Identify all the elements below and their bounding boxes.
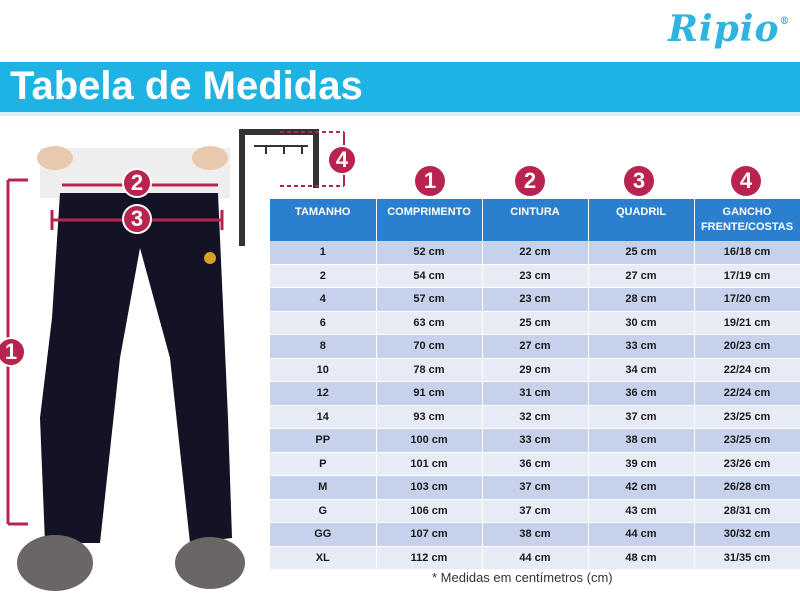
brand-name: Ripio [668,8,780,50]
size-table [270,199,800,570]
table-cell-tamanho: 10 [270,358,376,382]
quadril-column-badge: 3 [624,166,654,196]
table-cell-gancho: 17/19 cm [694,264,800,288]
table-cell-gancho: 20/23 cm [694,335,800,359]
table-cell-gancho: 16/18 cm [694,241,800,264]
footnote: * Medidas em centímetros (cm) [432,570,613,585]
table-cell-quadril: 30 cm [588,311,694,335]
waist-marker-badge: 2 [122,168,152,198]
table-cell-comprimento: 103 cm [376,476,482,500]
brand-registered-mark: ® [779,16,791,27]
table-cell-gancho: 31/35 cm [694,546,800,570]
table-cell-comprimento: 93 cm [376,405,482,429]
page-title: Tabela de Medidas [10,64,363,108]
table-row [270,382,800,406]
column-header-gancho: GANCHO FRENTE/COSTAS [694,199,800,241]
table-cell-gancho: 28/31 cm [694,499,800,523]
table-cell-quadril: 36 cm [588,382,694,406]
table-cell-cintura: 31 cm [482,382,588,406]
table-row [270,429,800,453]
table-cell-cintura: 22 cm [482,241,588,264]
table-cell-quadril: 38 cm [588,429,694,453]
table-row [270,452,800,476]
table-cell-comprimento: 54 cm [376,264,482,288]
table-cell-cintura: 38 cm [482,523,588,547]
table-cell-quadril: 43 cm [588,499,694,523]
hip-marker-badge: 3 [122,204,152,234]
table-cell-tamanho: 12 [270,382,376,406]
table-row [270,264,800,288]
comprimento-column-badge: 1 [415,166,445,196]
brand-logo [668,8,790,50]
column-header-cintura: CINTURA [482,199,588,241]
table-cell-tamanho: G [270,499,376,523]
table-cell-gancho: 23/25 cm [694,429,800,453]
table-cell-tamanho: P [270,452,376,476]
table-cell-tamanho: 6 [270,311,376,335]
table-cell-tamanho: 8 [270,335,376,359]
measurements-table [270,199,800,570]
table-header-row [270,199,800,241]
table-cell-quadril: 37 cm [588,405,694,429]
table-cell-cintura: 23 cm [482,288,588,312]
table-cell-tamanho: 2 [270,264,376,288]
cintura-column-badge: 2 [515,166,545,196]
table-cell-gancho: 22/24 cm [694,382,800,406]
gancho-marker-badge: 4 [327,145,357,175]
table-cell-comprimento: 101 cm [376,452,482,476]
column-header-quadril: QUADRIL [588,199,694,241]
table-cell-quadril: 42 cm [588,476,694,500]
table-cell-comprimento: 63 cm [376,311,482,335]
table-cell-cintura: 37 cm [482,476,588,500]
table-row [270,476,800,500]
table-row [270,335,800,359]
table-cell-cintura: 25 cm [482,311,588,335]
table-body [270,241,800,570]
table-cell-cintura: 37 cm [482,499,588,523]
table-row [270,241,800,264]
table-cell-quadril: 44 cm [588,523,694,547]
table-cell-gancho: 23/25 cm [694,405,800,429]
title-banner [0,62,800,116]
table-cell-quadril: 27 cm [588,264,694,288]
table-cell-tamanho: 1 [270,241,376,264]
table-cell-comprimento: 52 cm [376,241,482,264]
table-cell-comprimento: 106 cm [376,499,482,523]
table-cell-comprimento: 78 cm [376,358,482,382]
table-cell-gancho: 30/32 cm [694,523,800,547]
table-cell-cintura: 36 cm [482,452,588,476]
length-marker-badge: 1 [0,337,26,367]
table-cell-quadril: 48 cm [588,546,694,570]
table-cell-tamanho: 4 [270,288,376,312]
table-cell-cintura: 23 cm [482,264,588,288]
table-row [270,523,800,547]
table-row [270,499,800,523]
table-row [270,288,800,312]
table-cell-comprimento: 112 cm [376,546,482,570]
table-cell-gancho: 19/21 cm [694,311,800,335]
table-cell-gancho: 17/20 cm [694,288,800,312]
table-cell-quadril: 33 cm [588,335,694,359]
table-row [270,405,800,429]
gancho-column-badge: 4 [731,166,761,196]
table-cell-comprimento: 57 cm [376,288,482,312]
table-cell-cintura: 44 cm [482,546,588,570]
table-row [270,358,800,382]
table-cell-comprimento: 91 cm [376,382,482,406]
table-cell-tamanho: 14 [270,405,376,429]
table-cell-quadril: 39 cm [588,452,694,476]
pants-illustration [0,118,260,600]
table-cell-comprimento: 107 cm [376,523,482,547]
table-cell-tamanho: M [270,476,376,500]
table-cell-cintura: 33 cm [482,429,588,453]
table-cell-comprimento: 100 cm [376,429,482,453]
column-header-tamanho: TAMANHO [270,199,376,241]
table-cell-gancho: 23/26 cm [694,452,800,476]
table-cell-tamanho: GG [270,523,376,547]
table-row [270,546,800,570]
column-header-comprimento: COMPRIMENTO [376,199,482,241]
table-cell-comprimento: 70 cm [376,335,482,359]
table-cell-gancho: 22/24 cm [694,358,800,382]
table-cell-quadril: 28 cm [588,288,694,312]
table-cell-cintura: 32 cm [482,405,588,429]
table-cell-tamanho: XL [270,546,376,570]
table-cell-cintura: 27 cm [482,335,588,359]
table-row [270,311,800,335]
table-cell-gancho: 26/28 cm [694,476,800,500]
table-cell-cintura: 29 cm [482,358,588,382]
table-cell-tamanho: PP [270,429,376,453]
table-cell-quadril: 25 cm [588,241,694,264]
table-cell-quadril: 34 cm [588,358,694,382]
